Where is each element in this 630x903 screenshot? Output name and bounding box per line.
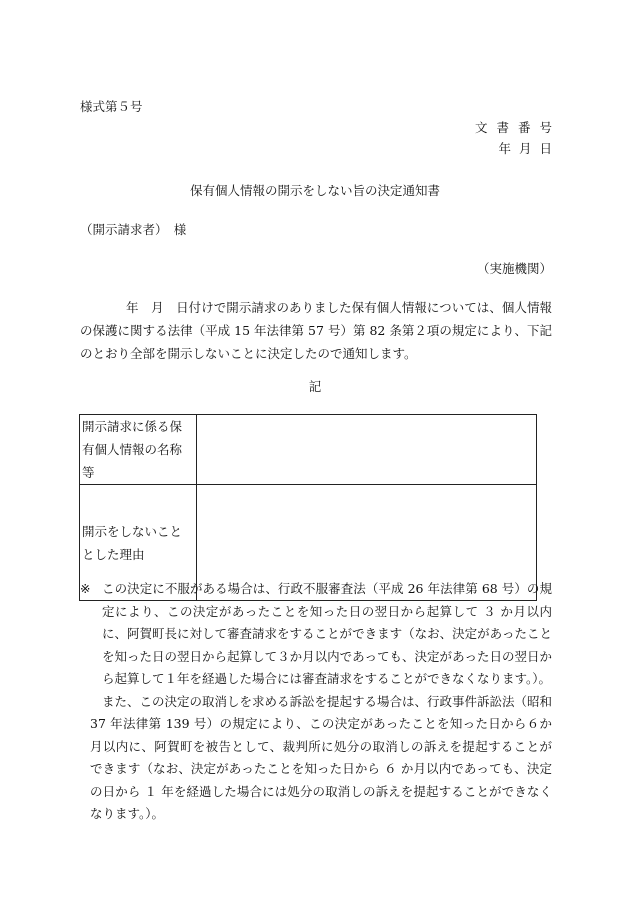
- requested-info-label: 開示請求に係る保有個人情報の名称等: [80, 415, 197, 485]
- reason-label: 開示をしないこととした理由: [80, 485, 197, 601]
- form-number: 様式第５号: [80, 99, 143, 114]
- appeal-note: この決定に不服がある場合は、行政不服審査法（平成 26 年法律第 68 号）の規定により、この決定があったことを知った日の翌日から起算して ３ か月以内に、阿賀町長に対して審査請求をすることができます（なお、決定があったことを知った日の翌日から起算して３か月以内であっても、決定があった日の翌日から起算して１年を経過した場合には審査請求をすることができなくなります。）。: [102, 581, 552, 686]
- note-item: [80, 578, 552, 691]
- addressee: （開示請求者） 様: [80, 222, 187, 237]
- notes-section: [80, 578, 552, 826]
- note-mark: ※: [80, 581, 91, 596]
- ki-heading: 記: [308, 379, 322, 394]
- body-text: 年 月 日付けで開示請求のありました保有個人情報については、個人情報の保護に関する法律（平成 15 年法律第 57 号）第 82 条第２項の規定により、下記のとおり全部を開示しないことに決定したので通知します。: [80, 300, 552, 361]
- decision-table: [79, 414, 537, 601]
- body-paragraph: [80, 296, 552, 365]
- requested-info-value: [197, 415, 537, 485]
- lawsuit-note: また、この決定の取消しを求める訴訟を提起する場合は、行政事件訴訟法（昭和 37 年法律第 139 号）の規定により、この決定があったことを知った日から６か月以内に、阿賀町を被告として、裁判所に処分の取消しの訴えを提起することができます（なお、決定があったことを知った日から ６ か月以内であっても、決定の日から １ 年を経過した場合には処分の取消しの訴えを提起することができなくなります。）。: [90, 693, 553, 821]
- date-line: 年 月 日: [498, 141, 552, 156]
- document-title: 保有個人情報の開示をしない旨の決定通知書: [189, 183, 440, 198]
- document-number-label: 文書番号: [474, 120, 561, 135]
- table-row: [80, 415, 537, 485]
- implementing-agency: （実施機関）: [476, 261, 552, 276]
